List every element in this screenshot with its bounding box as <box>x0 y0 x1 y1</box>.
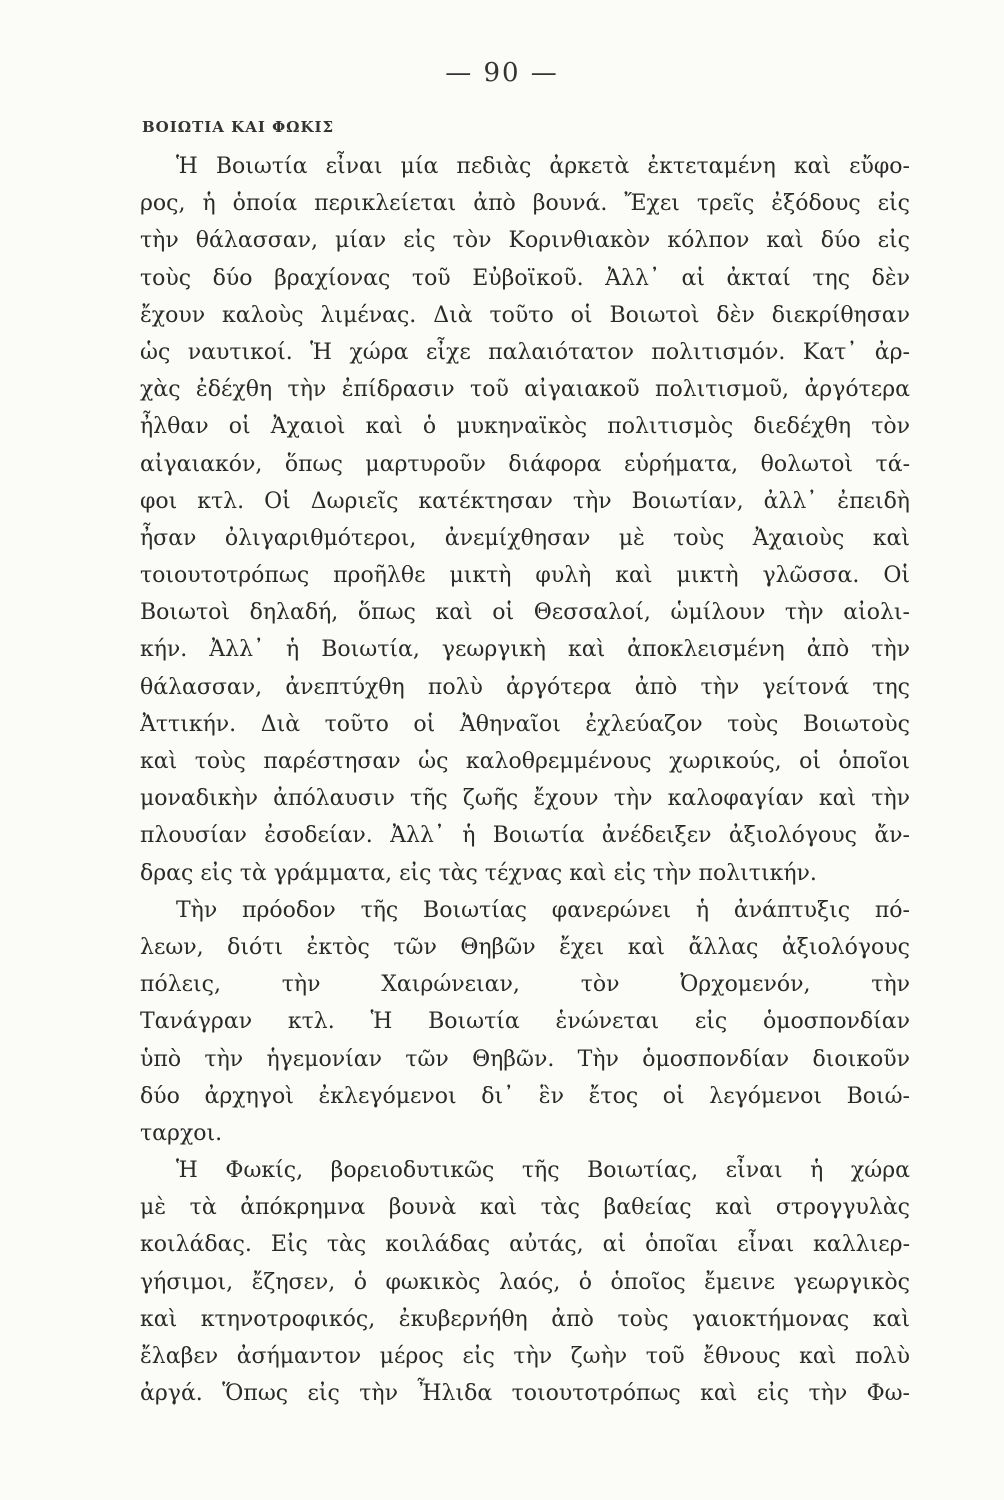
text-line: ἔλαβεν ἀσήμαντον μέρος εἰς τὴν ζωὴν τοῦ ἔθνους καὶ πολὺ <box>140 1344 910 1369</box>
text-line: δρας εἰς τὰ γράμματα, εἰς τὰς τέχνας καὶ εἰς τὴν πολιτικήν. <box>140 860 817 886</box>
text-line: ρος, ἡ ὁποία περικλείεται ἀπὸ βουνά. Ἔχει τρεῖς ἐξόδους εἰς <box>140 191 910 217</box>
text-line: μοναδικὴν ἀπόλαυσιν τῆς ζωῆς ἔχουν τὴν καλοφαγίαν καὶ τὴν <box>140 786 910 812</box>
section-heading: ΒΟΙΩΤΙΑ ΚΑΙ ΦΩΚΙΣ <box>142 118 335 136</box>
text-line: Ἡ Φωκίς, βορειοδυτικῶς τῆς Βοιωτίας, εἶναι ἡ χώρα <box>176 1158 910 1184</box>
text-line: τοὺς δύο βραχίονας τοῦ Εὐβοϊκοῦ. Ἀλλ᾽ αἱ ἀκταί της δὲν <box>140 265 910 291</box>
text-line: θάλασσαν, ἀνεπτύχθη πολὺ ἀργότερα ἀπὸ τὴν γείτονά της <box>140 674 910 700</box>
text-line: ταρχοι. <box>140 1120 223 1146</box>
text-line: γήσιμοι, ἔζησεν, ὁ φωκικὸς λαός, ὁ ὁποῖος ἔμεινε γεωργικὸς <box>140 1269 910 1295</box>
text-line: καὶ τοὺς παρέστησαν ὡς καλοθρεμμένους χωρικούς, οἱ ὁποῖοι <box>140 749 910 774</box>
text-line: λεων, διότι ἐκτὸς τῶν Θηβῶν ἔχει καὶ ἄλλας ἀξιολόγους <box>140 934 910 960</box>
text-line: Ἀττικήν. Διὰ τοῦτο οἱ Ἀθηναῖοι ἐχλεύαζον τοὺς Βοιωτοὺς <box>140 711 910 737</box>
text-line: Ἡ Βοιωτία εἶναι μία πεδιὰς ἀρκετὰ ἐκτεταμένη καὶ εὔφο- <box>176 154 910 179</box>
text-line: ὑπὸ τὴν ἡγεμονίαν τῶν Θηβῶν. Τὴν ὁμοσπονδίαν διοικοῦν <box>140 1046 910 1072</box>
text-line: τοιουτοτρόπως προῆλθε μικτὴ φυλὴ καὶ μικτὴ γλῶσσα. Οἱ <box>140 563 910 589</box>
text-line: ὡς ναυτικοί. Ἡ χώρα εἶχε παλαιότατον πολιτισμόν. Κατ᾽ ἀρ- <box>140 339 910 365</box>
text-line: πλουσίαν ἐσοδείαν. Ἀλλ᾽ ἡ Βοιωτία ἀνέδειξεν ἀξιολόγους ἄν- <box>140 823 910 849</box>
text-line: πόλεις, τὴν Χαιρώνειαν, τὸν Ὀρχομενόν, τὴν <box>140 972 910 998</box>
text-line: τὴν θάλασσαν, μίαν εἰς τὸν Κορινθιακὸν κόλπον καὶ δύο εἰς <box>140 228 910 254</box>
text-line: Τανάγραν κτλ. Ἡ Βοιωτία ἑνώνεται εἰς ὁμοσπονδίαν <box>140 1009 910 1035</box>
page-number: — 90 — <box>445 58 559 88</box>
text-line: χὰς ἐδέχθη τὴν ἐπίδρασιν τοῦ αἰγαιακοῦ πολιτισμοῦ, ἀργότερα <box>140 377 910 403</box>
text-line: ἀργά. Ὅπως εἰς τὴν Ἦλιδα τοιουτοτρόπως καὶ εἰς τὴν Φω- <box>140 1381 910 1407</box>
text-line: φοι κτλ. Οἱ Δωριεῖς κατέκτησαν τὴν Βοιωτίαν, ἀλλ᾽ ἐπειδὴ <box>140 488 910 514</box>
text-line: ἦλθαν οἱ Ἀχαιοὶ καὶ ὁ μυκηναϊκὸς πολιτισμὸς διεδέχθη τὸν <box>140 414 910 440</box>
text-line: ἔχουν καλοὺς λιμένας. Διὰ τοῦτο οἱ Βοιωτοὶ δὲν διεκρίθησαν <box>140 302 910 328</box>
text-line: Τὴν πρόοδον τῆς Βοιωτίας φανερώνει ἡ ἀνάπτυξις πό- <box>176 897 910 923</box>
text-line: κήν. Ἀλλ᾽ ἡ Βοιωτία, γεωργικὴ καὶ ἀποκλεισμένη ἀπὸ τὴν <box>140 637 910 663</box>
text-line: μὲ τὰ ἀπόκρημνα βουνὰ καὶ τὰς βαθείας καὶ στρογγυλὰς <box>140 1195 910 1221</box>
text-line: Βοιωτοὶ δηλαδή, ὅπως καὶ οἱ Θεσσαλοί, ὡμίλουν τὴν αἰολι- <box>140 600 910 626</box>
text-line: δύο ἀρχηγοὶ ἐκλεγόμενοι δι᾽ ἓν ἔτος οἱ λεγόμενοι Βοιώ- <box>140 1083 910 1109</box>
text-line: αἰγαιακόν, ὅπως μαρτυροῦν διάφορα εὑρήματα, θολωτοὶ τά- <box>140 451 910 477</box>
body-text <box>140 148 910 1412</box>
text-line: ἦσαν ὀλιγαριθμότεροι, ἀνεμίχθησαν μὲ τοὺς Ἀχαιοὺς καὶ <box>140 525 910 551</box>
text-line: καὶ κτηνοτροφικός, ἐκυβερνήθη ἀπὸ τοὺς γαιοκτήμονας καὶ <box>140 1306 910 1332</box>
text-line: κοιλάδας. Εἰς τὰς κοιλάδας αὐτάς, αἱ ὁποῖαι εἶναι καλλιερ- <box>140 1232 910 1258</box>
